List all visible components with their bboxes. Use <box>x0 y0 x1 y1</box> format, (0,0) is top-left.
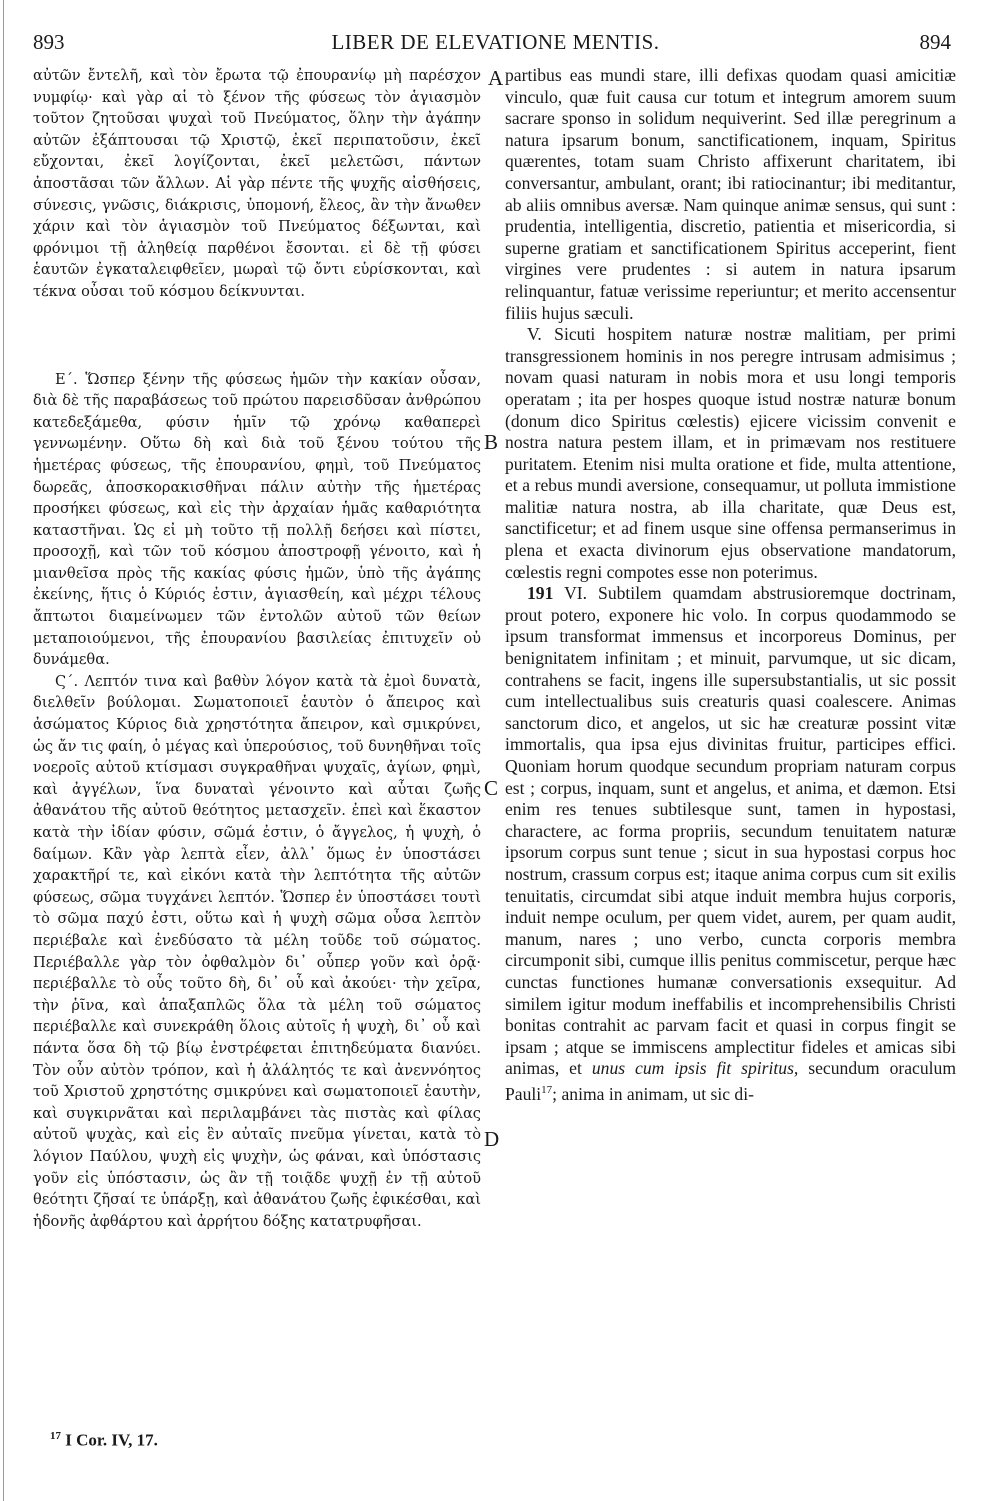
footnote-number: 17 <box>50 1430 61 1442</box>
greek-paragraph-1: αὐτῶν ἔντελῆ, καὶ τὸν ἔρωτα τῷ ἐπουρανίῳ μὴ παρέσχον νυμφίῳ· καὶ γὰρ αἱ τὸ ξένον τῆς φύσεως τὸν ἁγιασμὸν τοῦτον ζητοῦσαι ψυχαὶ τοῦ Πνεύματος, ὅλην τὴν ἀγάπην αὐτῶν ἐξάπτουσαι τῷ Χριστῷ, ἐκεῖ περιπατοῦσιν, ἐκεῖ εὔχονται, ἐκεῖ λογίζονται, ἐκεῖ μελετῶσι, πάντων ἀποστᾶσαι τῶν ἄλλων. Αἱ γὰρ πέντε τῆς ψυχῆς αἰσθήσεις, σύνεσις, γνῶσις, διάκρισις, ὑπομονή, ἔλεος, ἂν τὴν ἄνωθεν χάριν καὶ τὸν ἁγιασμὸν τοῦ Πνεύματος δέξωνται, καὶ φρόνιμοι τῇ ἀληθείᾳ παρθένοι ἔσονται. εἰ δὲ τῇ φύσει ἑαυτῶν ἐγκαταλειφθεῖεν, μωραὶ τῷ ὄντι εὑρίσκονται, καὶ τέκνα οὖσαι τοῦ κόσμου δείκνυνται. <box>33 67 481 300</box>
page-header <box>0 30 991 60</box>
page-edge-line <box>3 0 4 1501</box>
footnote <box>50 1430 158 1451</box>
latin-paragraph-1: partibus eas mundi stare, illi defixas quodam quasi amicitiæ vinculo, quæ fuit causa cur totum et integrum amorem suum sacrare sponso in solidum nequiverint. Sed illæ peregrinum a natura ipsarum bonum, sanctificationem, inquam, Spiritus quærentes, totam suam Christo affixerunt charitatem, ibi conversantur, ambulant, orant; ibi ratiocinantur; ibi meditantur, ab aliis omnibus aversæ. Nam quinque animæ sensus, qui sunt : prudentia, intelligentia, discretio, patientia et misericordia, si superne gratiam et sanctificationem Spiritus acceperint, fient virgines vere prudentes : si autem in natura ipsarum relinquantur, fatuæ verissime reperiuntur; et merito accensentur filiis hujus sæculi. <box>505 65 956 323</box>
column-number: 191 <box>527 583 554 604</box>
margin-marker-d: D <box>484 1127 500 1151</box>
latin-paragraph-3-text: VI. Subtilem quamdam abstrusioremque doctrinam, prout potero, exponere hic volo. In corpus quodammodo se ipsum transformat immensus et incorporeus Dominus, per benignitatem infinitam ; et minuit, parvumque, ut sic dicam, contrahens se facit, ingens ille supersubstantialis, ut sic possit cum intellectualibus suis creaturis quasi coalescere. Animas sanctorum dico, et angelos, ut sic hæ creaturæ possint vitæ immortalis, qua ipsa ejus divinitas fruitur, participes effici. Quoniam horum quodque secundum propriam naturam corpus est ; corpus, inquam, sunt et angelus, et anima, et dæmon. Etsi enim res tenues subtilesque sunt, tamen in hypostasi, charactere, ac forma propriis, secundum tenuitatem naturæ ipsorum corpus sunt tenue ; sicut in sua hypostasi corpus hoc nostrum, crassum corpus est; itaque anima corpus cum sit exilis tenuitatis, circumdat sibi atque induit membra hujus corporis, induit nempe oculum, per quem videt, aurem, per quam audit, manum, nares ; uno verbo, cuncta corporis membra circumponit sibi, cumque illis penitus commiscetur, perque hæc cunctas functiones humanæ conversationis exsequitur. Ad similem igitur modum ineffabilis et incomprehensibilis Christi bonitas contrahit ac parvam facit et quasi in corpus fingit se ipsam ; atque se immiscens amplectitur fideles et amicas sibi animas, et <box>505 583 956 1079</box>
latin-paragraph-3 <box>505 583 956 1105</box>
latin-paragraph-3-end: ; anima in animam, ut sic di- <box>552 1083 754 1104</box>
running-title: LIBER DE ELEVATIONE MENTIS. <box>331 30 660 54</box>
latin-italic-quote: unus cum ipsis fit spiritus, <box>591 1058 799 1079</box>
margin-marker-c: C <box>484 776 499 800</box>
greek-column <box>33 65 481 1232</box>
greek-paragraph-2: Ε΄. Ὥσπερ ξένην τῆς φύσεως ἡμῶν τὴν κακίαν οὖσαν, διὰ δὲ τῆς παραβάσεως τοῦ πρώτου παρεισδῦσαν ἀνθρώπου κατεδεξάμεθα, φύσιν ἡμῖν τῷ χρόνῳ καθαπερεὶ γεννωμένην. Οὕτω δὴ καὶ διὰ τοῦ ξένου τούτου τῆς ἡμετέρας φύσεως, τῆς ἐπουρανίου, φημὶ, τοῦ Πνεύματος δωρεᾶς, ἀποσκορακισθῆναι πάλιν αὐτὴν τῆς ἡμετέρας προσήκει φύσεως, καὶ εἰς τὴν ἀρχαίαν ἡμᾶς καθαριότητα καταστῆναι. Ὡς εἰ μὴ τοῦτο τῇ πολλῇ δεήσει καὶ πίστει, προσοχῇ, καὶ τῶν τοῦ κόσμου ἀποστροφῇ γένοιτο, καὶ ἡ μιανθεῖσα πρὸς τῆς κακίας φύσις ἡμῶν, ὑπὸ τῆς ἀγάπης ἐκείνης, ἥτις ὁ Κύριός ἐστιν, ἁγιασθείη, καὶ μέχρι τέλους ἄπτωτοι διαμείνωμεν τῶν ἐντολῶν αὐτοῦ τῶν θείων μεταποιούμενοι, τῆς ἐπουρανίου βασιλείας ἐπιτυχεῖν οὐ δυνάμεθα. <box>33 370 481 669</box>
latin-paragraph-2: V. Sicuti hospitem naturæ nostræ malitiam, per primi transgressionem hominis in nos peregre intrusam admisimus ; novam quasi naturam in nobis mora et usu longi temporis operatam ; ita per hospes quoque istud nostræ naturæ bonum (donum dico Spiritus cœlestis) ejicere vicissim convenit e nostra natura pestem illam, et in primævam nos restituere puritatem. Etenim nisi multa oratione et fide, multa attentione, et a rebus mundi aversione, consequamur, ut polluta immistione malitiæ natura nostra, ab illa charitate, quæ Deus est, sanctificetur; et ad finem usque sine offensa permanserimus in plena et exacta divinorum ejus observatione mandatorum, cœlestis regni compotes esse non poterimus. <box>505 324 956 582</box>
footnote-reference: 17 <box>541 1083 553 1096</box>
page-number-left: 893 <box>33 30 65 54</box>
margin-marker-a: A <box>488 66 504 90</box>
margin-marker-b: B <box>484 430 499 454</box>
greek-paragraph-3: Ϛ΄. Λεπτόν τινα καὶ βαθὺν λόγον κατὰ τὰ ἐμοὶ δυνατὰ, διελθεῖν βούλομαι. Σωματοποιεῖ ἑαυτὸν ὁ ἄπειρος καὶ ἀσώματος Κύριος διὰ χρηστότητα ἄπειρον, καὶ σμικρύνει, ὡς ἄν τις φαίη, ὁ μέγας καὶ ὑπερούσιος, τοῦ δυνηθῆναι τοῖς νοεροῖς αὐτοῦ κτίσμασι συγκραθῆναι ψυχαῖς, ἁγίων, φημὶ, καὶ ἀγγέλων, ἵνα δυναταὶ γένοιντο καὶ αὗται ζωῆς ἀθανάτου τῆς αὐτοῦ θεότητος μετασχεῖν. ἐπεὶ καὶ ἕκαστον κατὰ τὴν ἰδίαν φύσιν, σῶμά ἐστιν, ὁ ἄγγελος, ἡ ψυχὴ, ὁ δαίμων. Κἂν γὰρ λεπτὰ εἶεν, ἀλλ᾽ ὅμως ἐν ὑποστάσει χαρακτῆρί τε, καὶ εἰκόνι κατὰ τὴν λεπτότητα τῆς αὐτῶν φύσεως, σῶμα τυγχάνει λεπτόν. Ὥσπερ ἐν ὑποστάσει τουτὶ τὸ σῶμα παχύ ἐστι, οὕτω καὶ ἡ ψυχὴ σῶμα οὖσα λεπτὸν περιέβαλε καὶ ἐνεδύσατο τὰ μέλη τοῦδε τοῦ σώματος. Περιέβαλλε γὰρ τὸν ὀφθαλμὸν δι᾽ οὗπερ γοῦν καὶ ὁρᾷ· περιέβαλλε τὸ οὖς τοῦτο δὴ, δι᾽ οὗ καὶ ἀκούει· τὴν χεῖρα, τὴν ῥῖνα, καὶ ἁπαξαπλῶς ὅλα τὰ μέλη τοῦ σώματος περιέβαλλε καὶ συνεκράθη ὅλοις αὐτοῖς ἡ ψυχὴ, δι᾽ οὗ καὶ πάντα ὅσα δὴ τῷ βίῳ ἐνστρέφεται ἐπιτηδεύματα διανύει. Τὸν οὖν αὐτὸν τρόπον, καὶ ἡ ἀλάλητός τε καὶ ἀνεννόητος τοῦ Χριστοῦ χρηστότης σμικρύνει καὶ σωματοποιεῖ ἑαυτὴν, καὶ συγκιρνᾶται καὶ περιλαμβάνει τὰς πιστὰς καὶ φίλας αὐτοῦ ψυχὰς, καὶ εἰς ἓν αὐταῖς πνεῦμα γίνεται, κατὰ τὸ λόγιον Παύλου, ψυχὴ εἰς ψυχὴν, ὡς φάναι, καὶ ὑπόστασις γοῦν εἰς ὑπόστασιν, ὡς ἂν τῇ τοιᾷδε ψυχῇ ἐν τῇ αὐτοῦ θεότητι ζῆσαί τε ὑπάρξῃ, καὶ ἀθανάτου ζωῆς ἐφικέσθαι, καὶ ἡδονῆς ἀφθάρτου καὶ ἀρρήτου δόξης κατατρυφῆσαι. <box>33 672 481 1230</box>
latin-paragraph-3-tail: secundum oraculum Pauli <box>505 1058 957 1104</box>
page-number-right: 894 <box>919 30 951 54</box>
footnote-text: I Cor. IV, 17. <box>61 1430 158 1450</box>
latin-column <box>505 65 956 1105</box>
